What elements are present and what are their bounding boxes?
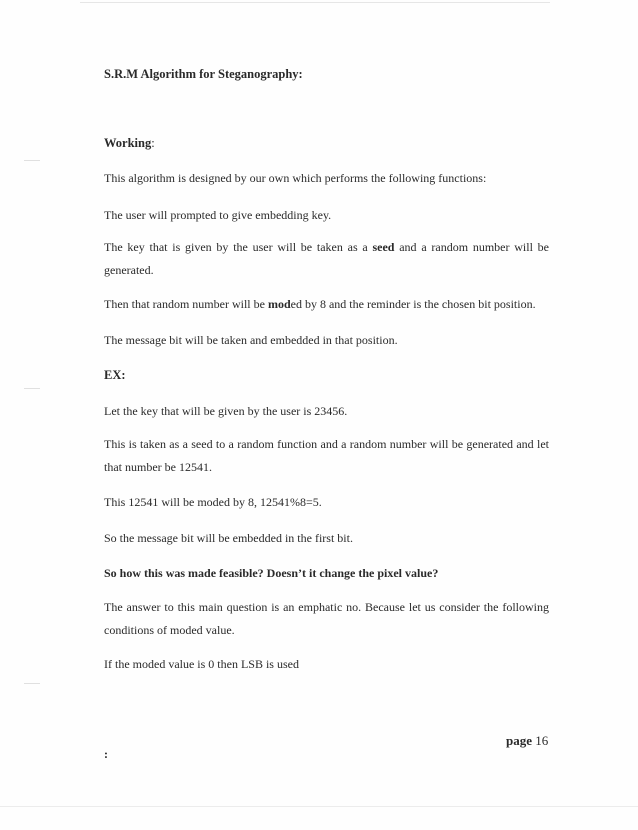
- page-number: [506, 733, 548, 749]
- paragraph-intro: This algorithm is designed by our own which performs the following functions:: [104, 171, 487, 185]
- document-title: S.R.M Algorithm for Steganography:: [104, 67, 303, 81]
- mod-text-before: Then that random number will be: [104, 297, 268, 311]
- seed-text-before: The key that is given by the user will be taken as a: [104, 240, 373, 254]
- example-heading: EX:: [104, 368, 126, 382]
- paragraph-first-bit: So the message bit will be embedded in the first bit.: [104, 531, 353, 545]
- paragraph-mod: [104, 297, 536, 312]
- paragraph-user-prompt: The user will prompted to give embedding key.: [104, 208, 332, 222]
- working-heading: [104, 136, 155, 151]
- seed-text-after: and a random number will be generated.: [104, 240, 549, 277]
- working-heading-colon: :: [151, 136, 155, 150]
- seed-bold: seed: [372, 240, 395, 254]
- mod-bold: mod: [267, 297, 291, 311]
- paragraph-random-number: This is taken as a seed to a random function and a random number will be generated and let that number be 12541.: [104, 437, 549, 474]
- paragraph-mod-calculation: This 12541 will be moded by 8, 12541%8=5.: [104, 495, 322, 509]
- page-number-value: 16: [535, 733, 549, 748]
- question-heading: So how this was made feasible? Doesn’t it change the pixel value?: [104, 566, 439, 580]
- margin-mark: [24, 160, 40, 161]
- paragraph-lsb: If the moded value is 0 then LSB is used: [104, 657, 299, 671]
- margin-mark: [24, 683, 40, 684]
- working-heading-text: Working: [104, 136, 152, 150]
- margin-mark: [24, 388, 40, 389]
- scan-edge-top: [80, 2, 550, 3]
- footer-colon: :: [104, 747, 108, 761]
- paragraph-answer: The answer to this main question is an emphatic no. Because let us consider the following conditions of moded value.: [104, 600, 549, 637]
- paragraph-seed: [104, 236, 549, 282]
- mod-text-after: ed by 8 and the reminder is the chosen bit position.: [290, 297, 536, 311]
- paragraph-embed: The message bit will be taken and embedded in that position.: [104, 333, 398, 347]
- scan-edge-bottom: [0, 806, 638, 807]
- paragraph-key-example: Let the key that will be given by the user is 23456.: [104, 404, 348, 418]
- page-label: page: [506, 733, 532, 748]
